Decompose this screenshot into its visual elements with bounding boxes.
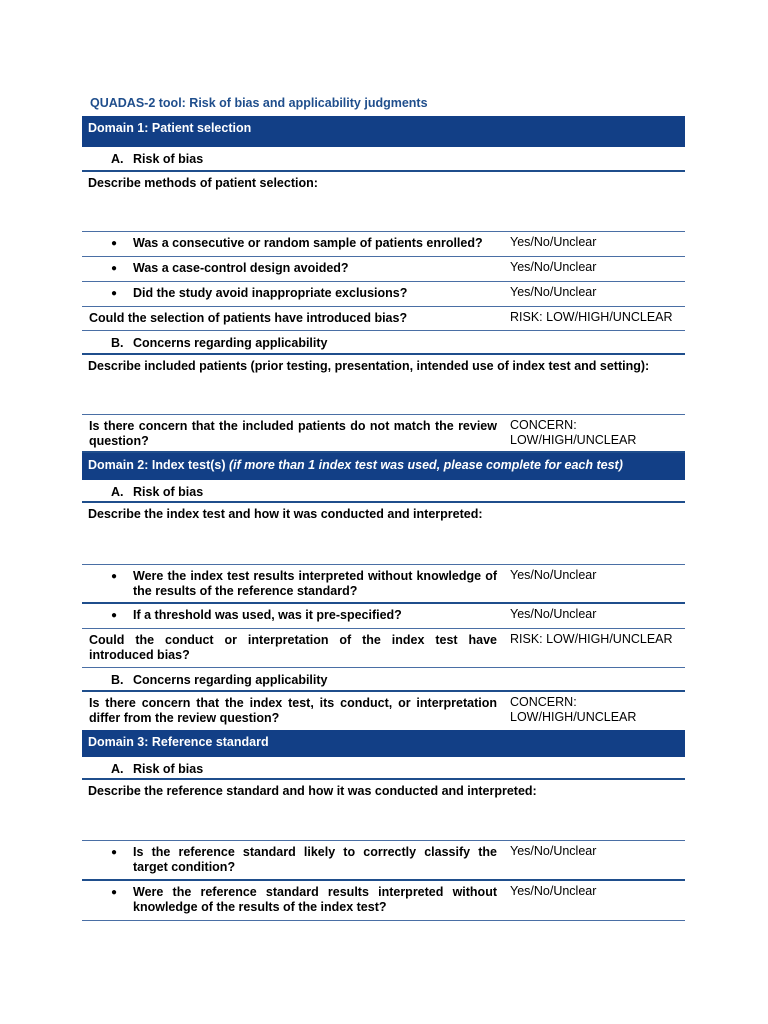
answer-field[interactable]: Yes/No/Unclear — [510, 235, 597, 249]
quadas-form — [82, 116, 685, 921]
concern-question: Is there concern that the included patients do not match the review question? — [89, 419, 497, 448]
answer-field[interactable]: Yes/No/Unclear — [510, 884, 597, 898]
bullet-icon: ● — [111, 847, 118, 858]
domain-1-header: Domain 1: Patient selection — [82, 116, 685, 147]
risk-answer-field[interactable]: RISK: LOW/HIGH/UNCLEAR — [510, 632, 673, 646]
domain-2-question-row — [82, 565, 685, 604]
section-label: Risk of bias — [133, 485, 204, 499]
concern-question: Is there concern that the index test, its conduct, or interpretation differ from the review question? — [89, 696, 497, 725]
section-label: Risk of bias — [133, 762, 204, 776]
bias-question: Could the selection of patients have introduced bias? — [89, 311, 408, 325]
answer-field[interactable]: Yes/No/Unclear — [510, 607, 597, 621]
bullet-icon: ● — [111, 610, 118, 621]
bullet-icon: ● — [111, 288, 118, 299]
question-text: Was a consecutive or random sample of patients enrolled? — [133, 236, 483, 250]
domain-2-bias-row — [82, 629, 685, 668]
section-label: Concerns regarding applicability — [133, 336, 328, 350]
domain-3-question-row — [82, 881, 685, 921]
document-title: QUADAS-2 tool: Risk of bias and applicability judgments — [90, 96, 428, 110]
domain-2-describe-index-test: Describe the index test and how it was conducted and interpreted: — [82, 503, 685, 565]
bullet-icon: ● — [111, 263, 118, 274]
domain-1-describe-included: Describe included patients (prior testing, presentation, intended use of index test and setting): — [82, 355, 685, 415]
concern-answer-line: LOW/HIGH/UNCLEAR — [510, 710, 637, 724]
domain-2-risk-heading — [82, 480, 685, 503]
answer-field[interactable]: Yes/No/Unclear — [510, 568, 597, 582]
domain-1-concern-row — [82, 415, 685, 453]
domain-3-risk-heading — [82, 757, 685, 780]
section-label: Concerns regarding applicability — [133, 673, 328, 687]
answer-field[interactable]: Yes/No/Unclear — [510, 844, 597, 858]
question-text: If a threshold was used, was it pre-specified? — [133, 608, 402, 622]
section-letter: B. — [111, 336, 124, 350]
domain-1-question-row — [82, 257, 685, 282]
domain-1-concern-heading — [82, 331, 685, 355]
concern-answer-field[interactable] — [504, 692, 685, 730]
section-letter: A. — [111, 762, 124, 776]
question-text: Were the reference standard results interpreted without knowledge of the results of the index test? — [133, 885, 497, 914]
domain-1-describe-methods: Describe methods of patient selection: — [82, 172, 685, 232]
domain-1-question-row — [82, 232, 685, 257]
bullet-icon: ● — [111, 238, 118, 249]
domain-2-note: (if more than 1 index test was used, please complete for each test) — [229, 458, 623, 472]
bullet-icon: ● — [111, 887, 118, 898]
section-letter: B. — [111, 673, 124, 687]
bullet-icon: ● — [111, 571, 118, 582]
section-letter: A. — [111, 152, 124, 166]
concern-answer-field[interactable] — [504, 415, 685, 451]
bias-question: Could the conduct or interpretation of the index test have introduced bias? — [89, 633, 497, 662]
risk-answer-field[interactable]: RISK: LOW/HIGH/UNCLEAR — [510, 310, 673, 324]
section-label: Risk of bias — [133, 152, 204, 166]
concern-answer-line: CONCERN: — [510, 418, 577, 432]
domain-3-describe-reference: Describe the reference standard and how it was conducted and interpreted: — [82, 780, 685, 841]
answer-field[interactable]: Yes/No/Unclear — [510, 285, 597, 299]
question-text: Is the reference standard likely to correctly classify the target condition? — [133, 845, 497, 874]
domain-1-question-row — [82, 282, 685, 307]
question-text: Were the index test results interpreted without knowledge of the results of the reference standard? — [133, 569, 497, 598]
domain-2-concern-heading — [82, 668, 685, 692]
concern-answer-line: CONCERN: — [510, 695, 577, 709]
domain-3-question-row — [82, 841, 685, 881]
domain-2-title: Domain 2: Index test(s) — [88, 458, 229, 472]
concern-answer-line: LOW/HIGH/UNCLEAR — [510, 433, 637, 447]
domain-1-bias-row — [82, 307, 685, 331]
domain-3-header: Domain 3: Reference standard — [82, 730, 685, 757]
domain-2-header — [82, 453, 685, 480]
domain-2-concern-row — [82, 692, 685, 730]
question-text: Did the study avoid inappropriate exclusions? — [133, 286, 408, 300]
domain-2-question-row — [82, 604, 685, 629]
answer-field[interactable]: Yes/No/Unclear — [510, 260, 597, 274]
domain-1-risk-heading — [82, 147, 685, 172]
question-text: Was a case-control design avoided? — [133, 261, 349, 275]
section-letter: A. — [111, 485, 124, 499]
